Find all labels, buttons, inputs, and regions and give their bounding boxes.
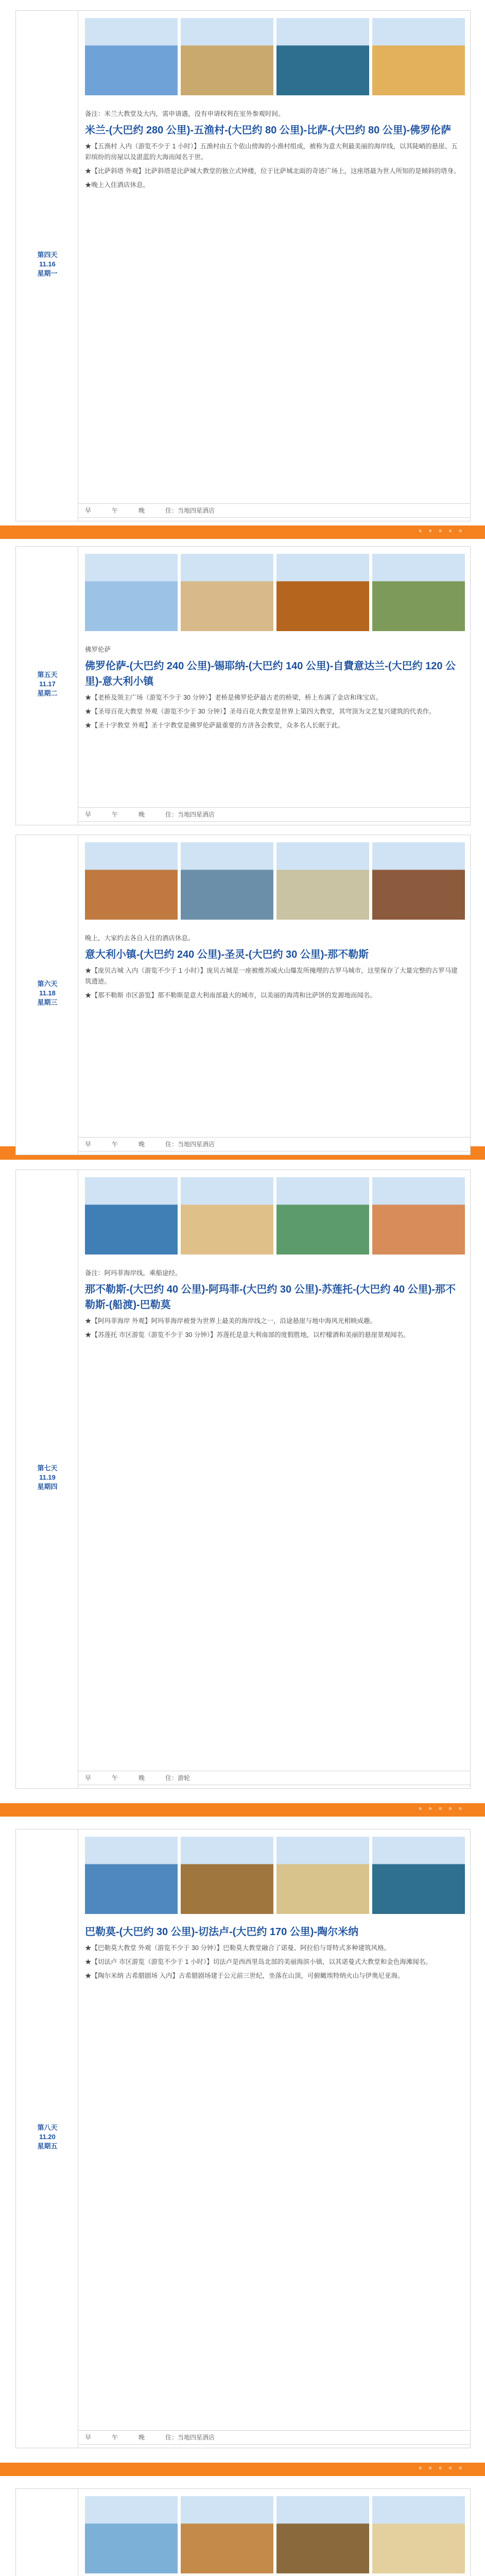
photo bbox=[85, 18, 178, 95]
day-label bbox=[25, 2123, 70, 2151]
meal-lunch: 午 bbox=[112, 2434, 118, 2441]
meal-lunch: 午 bbox=[112, 507, 118, 514]
decor-bubbles: ● ● ● ● ● bbox=[418, 2464, 464, 2471]
meal-hotel-row bbox=[79, 1771, 470, 1785]
day-title: 巴勒莫-(大巴约 30 公里)-切法卢-(大巴约 170 公里)-陶尔米纳 bbox=[85, 1926, 359, 1938]
photo bbox=[181, 842, 273, 920]
hotel-info: 住：当地四星酒店 bbox=[165, 2434, 215, 2441]
photo bbox=[276, 1837, 369, 1914]
meal-breakfast: 早 bbox=[85, 1141, 92, 1148]
decor-bubbles: ● ● ● ● ● bbox=[418, 527, 464, 534]
photo bbox=[85, 1177, 178, 1255]
day-date: 11.18 bbox=[39, 989, 56, 997]
section-band bbox=[0, 2463, 485, 2476]
body-paragraph: ★【圣母百花大教堂 外观（游览不少于 30 分钟）】圣母百花大教堂是世界上第四大教堂，其穹顶为文艺复兴建筑的代表作。 bbox=[85, 708, 436, 715]
photo bbox=[372, 842, 465, 920]
photo bbox=[181, 1837, 273, 1914]
hotel-info: 住：当地四星酒店 bbox=[165, 1141, 215, 1148]
day-column bbox=[16, 1829, 78, 2448]
meal-breakfast: 早 bbox=[85, 1774, 92, 1782]
photo bbox=[276, 18, 369, 95]
day-content bbox=[79, 1924, 470, 1985]
day-block bbox=[15, 10, 471, 521]
day-date: 11.19 bbox=[39, 1473, 56, 1481]
day-date: 11.17 bbox=[39, 680, 56, 688]
hotel-info: 住：当地四星酒店 bbox=[165, 507, 215, 514]
body-paragraph: ★【庞贝古城 入内（游览不少于 1 小时）】庞贝古城是一座被维苏威火山爆发所掩埋的古罗马城市，这里保存了大量完整的古罗马建筑遗迹。 bbox=[85, 967, 458, 985]
photo-row bbox=[85, 18, 464, 95]
section-band bbox=[0, 526, 485, 539]
meal-lunch: 午 bbox=[112, 811, 118, 818]
day-column bbox=[16, 547, 78, 825]
meal-dinner: 晚 bbox=[138, 1774, 145, 1782]
photo bbox=[85, 842, 178, 920]
meal-hotel-row bbox=[79, 2430, 470, 2445]
day-week: 星期五 bbox=[37, 2142, 58, 2150]
decor-bubbles: ● ● ● ● ● bbox=[418, 1804, 464, 1812]
photo bbox=[276, 554, 369, 631]
day-label bbox=[25, 250, 70, 278]
body-paragraph: ★【阿玛菲海岸 外观】阿玛菲海岸被誉为世界上最美的海岸线之一，沿途悬崖与地中海风光相映成趣。 bbox=[85, 1317, 376, 1325]
day-week: 星期三 bbox=[37, 998, 58, 1006]
day-content bbox=[79, 1265, 470, 1344]
day-week: 星期一 bbox=[37, 269, 58, 277]
meal-hotel-row bbox=[79, 1137, 470, 1151]
section-band bbox=[0, 1803, 485, 1817]
hotel-info: 住：游轮 bbox=[165, 1774, 190, 1782]
day-day: 第六天 bbox=[37, 980, 58, 988]
photo bbox=[276, 842, 369, 920]
day-date: 11.16 bbox=[39, 260, 56, 268]
day-label bbox=[25, 670, 70, 698]
meal-dinner: 晚 bbox=[138, 507, 145, 514]
hotel-info: 住：当地四星酒店 bbox=[165, 811, 215, 818]
day-block bbox=[15, 546, 471, 825]
day-block bbox=[15, 2488, 471, 2576]
photo bbox=[372, 1837, 465, 1914]
photo bbox=[181, 554, 273, 631]
body-paragraph: ★【比萨斜塔 外观】比萨斜塔是比萨城大教堂的独立式钟楼，位于比萨城北面的奇迹广场上，这座塔最为世人所知的是倾斜的塔身。 bbox=[85, 167, 460, 175]
day-column bbox=[16, 1170, 78, 1788]
photo bbox=[276, 1177, 369, 1255]
day-label bbox=[25, 979, 70, 1007]
day-label bbox=[25, 1464, 70, 1492]
day-title: 佛罗伦萨-(大巴约 240 公里)-锡耶纳-(大巴约 140 公里)-自費意达兰-(大巴约 120 公里)-意大利小镇 bbox=[85, 660, 456, 687]
body-paragraph: ★【巴勒莫大教堂 外观（游览不少于 30 分钟）】巴勒莫大教堂融合了诺曼、阿拉伯与哥特式多种建筑风格。 bbox=[85, 1944, 391, 1952]
photo bbox=[85, 554, 178, 631]
photo bbox=[181, 1177, 273, 1255]
day-title: 意大利小镇-(大巴约 240 公里)-圣灵-(大巴约 30 公里)-那不勒斯 bbox=[85, 949, 369, 960]
day-day: 第八天 bbox=[37, 2124, 58, 2131]
photo-row bbox=[85, 842, 464, 920]
meal-dinner: 晚 bbox=[138, 811, 145, 818]
body-paragraph: ★【苏莲托 市区游览（游览不少于 30 分钟）】苏莲托是意大利南部的度假胜地，以柠檬酒和美丽的悬崖景观闻名。 bbox=[85, 1331, 410, 1338]
meal-breakfast: 早 bbox=[85, 507, 92, 514]
day-column bbox=[16, 2489, 78, 2576]
day-content bbox=[79, 930, 470, 1004]
day-week: 星期四 bbox=[37, 1483, 58, 1490]
intro-text: 备注：米兰大教堂及大内，需申请遇，没有申请权利在室外参观时间。 bbox=[85, 110, 285, 117]
meal-lunch: 午 bbox=[112, 1141, 118, 1148]
body-paragraph: ★【老桥及领主广场（游览不少于 30 分钟）】老桥是佛罗伦萨最古老的桥梁，桥上布满了金店和珠宝店。 bbox=[85, 694, 383, 701]
day-content bbox=[79, 641, 470, 734]
meal-dinner: 晚 bbox=[138, 2434, 145, 2441]
day-block bbox=[15, 835, 471, 1155]
body-paragraph: ★【切法卢 市区游览（游览不少于 1 小时）】切法卢是西西里岛北部的美丽海滨小镇，以其诺曼式大教堂和金色海滩闻名。 bbox=[85, 1958, 432, 1965]
day-column bbox=[16, 11, 78, 521]
photo bbox=[85, 2496, 178, 2573]
day-block bbox=[15, 1170, 471, 1789]
meal-lunch: 午 bbox=[112, 1774, 118, 1782]
day-day: 第五天 bbox=[37, 671, 58, 679]
meal-breakfast: 早 bbox=[85, 811, 92, 818]
photo bbox=[372, 1177, 465, 1255]
meal-hotel-row bbox=[79, 503, 470, 518]
body-paragraph: ★【那不勒斯 市区游览】那不勒斯是意大利南部最大的城市，以美丽的海湾和比萨饼的发源地而闻名。 bbox=[85, 992, 376, 999]
meal-hotel-row bbox=[79, 807, 470, 822]
day-date: 11.20 bbox=[39, 2133, 56, 2141]
photo-row bbox=[85, 1177, 464, 1255]
intro-text: 备注：阿玛菲海岸线，乘船途经。 bbox=[85, 1269, 182, 1277]
photo-row bbox=[85, 2496, 464, 2573]
intro-text: 晚上，大家约去各自入住的酒店休息。 bbox=[85, 935, 195, 942]
photo bbox=[372, 18, 465, 95]
day-day: 第四天 bbox=[37, 251, 58, 259]
day-content bbox=[79, 106, 470, 194]
photo bbox=[181, 2496, 273, 2573]
day-title: 米兰-(大巴约 280 公里)-五渔村-(大巴约 80 公里)-比萨-(大巴约 80 公里)-佛罗伦萨 bbox=[85, 125, 452, 136]
day-block bbox=[15, 1829, 471, 2448]
intro-text: 佛罗伦萨 bbox=[85, 646, 111, 653]
day-column bbox=[16, 835, 78, 1155]
photo-row bbox=[85, 554, 464, 631]
body-paragraph: ★晚上入住酒店休息。 bbox=[85, 181, 150, 189]
photo-row bbox=[85, 1837, 464, 1914]
meal-dinner: 晚 bbox=[138, 1141, 145, 1148]
photo bbox=[276, 2496, 369, 2573]
photo bbox=[85, 1837, 178, 1914]
meal-breakfast: 早 bbox=[85, 2434, 92, 2441]
day-title: 那不勒斯-(大巴约 40 公里)-阿玛菲-(大巴约 30 公里)-苏莲托-(大巴约 40 公里)-那不勒斯-(船渡)-巴勒莫 bbox=[85, 1284, 456, 1311]
photo bbox=[372, 2496, 465, 2573]
photo bbox=[372, 554, 465, 631]
body-paragraph: ★【五渔村 入内（游览不少于 1 小时）】五渔村由五个依山傍海的小渔村组成，被称为意大利最美丽的海岸线，以其陡峭的悬崖、五彩缤纷的房屋以及湛蓝的大海而闻名于世。 bbox=[85, 143, 458, 161]
body-paragraph: ★【陶尔米纳 古希腊剧场 入内】古希腊剧场建于公元前三世纪，坐落在山顶，可俯瞰埃特纳火山与伊奥尼亚海。 bbox=[85, 1972, 404, 1979]
photo bbox=[181, 18, 273, 95]
body-paragraph: ★【圣十字教堂 外观】圣十字教堂是佛罗伦萨最重要的方济各会教堂，众多名人长眠于此。 bbox=[85, 722, 344, 729]
day-day: 第七天 bbox=[37, 1464, 58, 1472]
day-week: 星期二 bbox=[37, 689, 58, 697]
